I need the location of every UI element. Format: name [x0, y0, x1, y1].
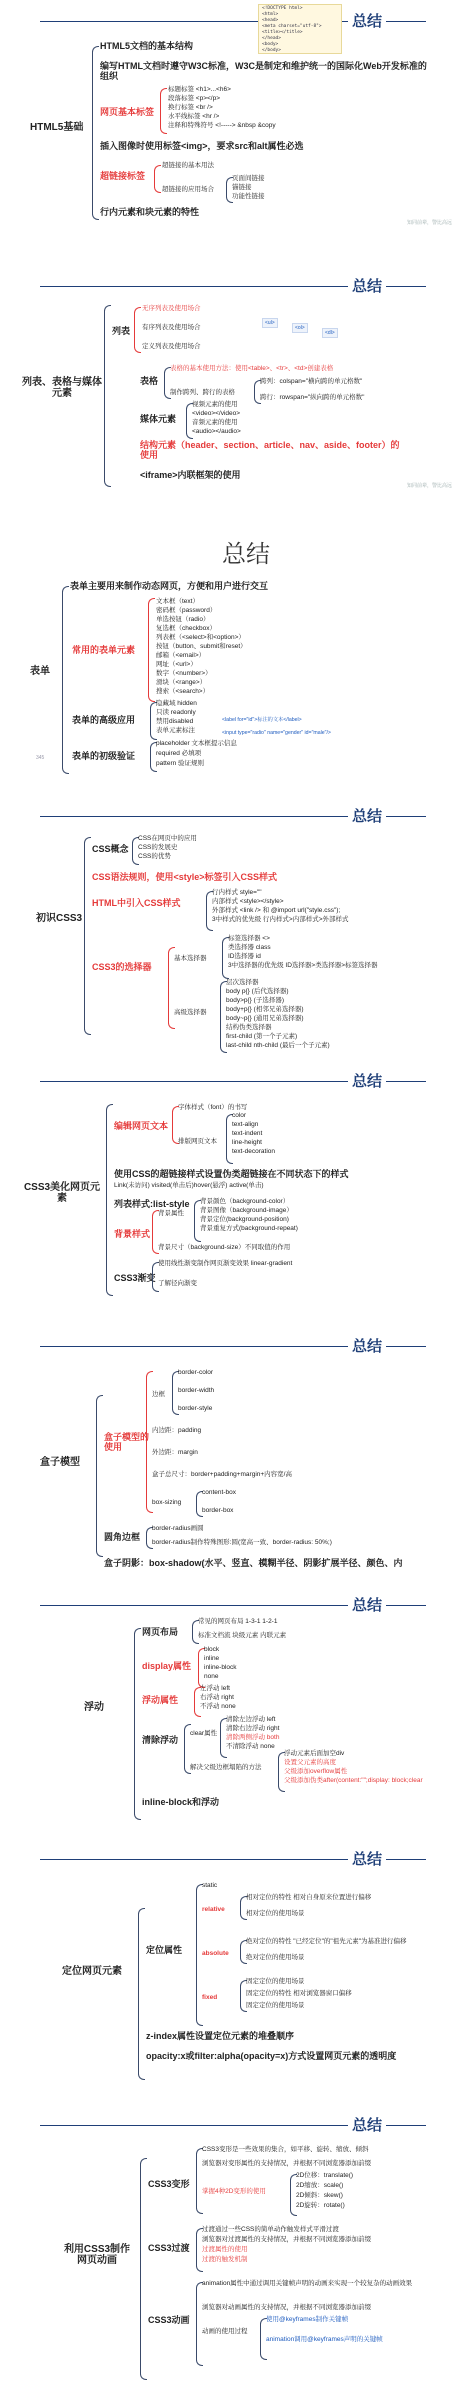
bracket — [138, 1908, 145, 2080]
animation-process: 动画的使用过程 — [202, 2328, 248, 2335]
val-item: pattern 验证规则 — [156, 760, 205, 767]
slide-forms — [0, 528, 474, 788]
border-prop: border-style — [178, 1405, 213, 1412]
form-element: 文本框（text） — [156, 598, 199, 605]
transform-fn: 2D倾斜：skew() — [296, 2192, 343, 2199]
link-usage-item: 锚链接 — [232, 184, 252, 191]
include-item: 外部样式 <link /> 和 @import url("style.css"); — [212, 907, 341, 914]
transform-support: 浏览器对变形属性的支持情况，并根据不同浏览器添加前缀 — [202, 2160, 371, 2167]
display-prop: display属性 — [142, 1661, 192, 1671]
section-title: 总结 — [348, 1848, 386, 1869]
border-prop: border-width — [178, 1387, 215, 1394]
include-item: 内部样式 <style></style> — [212, 898, 284, 905]
span-col: 跨列：colspan="横向跨的单元格数" — [260, 378, 363, 385]
bracket — [196, 2148, 203, 2214]
media-item: 视频元素的使用 — [192, 401, 238, 408]
footer-text: 知同前辈，警比高远 — [406, 220, 452, 226]
slide-box-model — [0, 1325, 474, 1580]
root-node: 初识CSS3 — [36, 913, 83, 924]
concept-item: CSS的发展史 — [138, 844, 178, 851]
adv-item: 禁用disabled — [156, 718, 194, 725]
adv-item: body>p{} (子选择器) — [226, 997, 284, 1004]
node-table: 表格 — [140, 376, 159, 386]
layout-prop: line-height — [232, 1139, 262, 1146]
pseudo-class: 使用CSS的超链接样式设置伪类超链接在不同状态下的样式 — [114, 1169, 349, 1179]
layout-prop: color — [232, 1112, 247, 1119]
snippet-line: <!DOCTYPE html> — [262, 6, 303, 11]
form-element: 搜索（<search>） — [156, 688, 210, 695]
box-border: 边框 — [152, 1391, 165, 1398]
pos-relative: relative — [202, 1906, 225, 1913]
bg-item: 背景重复方式(background-repeat) — [200, 1225, 298, 1232]
display-value: block — [204, 1646, 220, 1653]
float-value: 左浮动 left — [200, 1685, 230, 1692]
float-value: 不浮动 none — [200, 1703, 236, 1710]
adv-item: body p{} (后代选择器) — [226, 988, 289, 995]
input-code: <input type="radio" name="gender" id="male"/> — [222, 730, 331, 736]
adv-item: 表单元素标注 — [156, 727, 195, 734]
collapse-fix: 解决父级边框塌陷的方法 — [190, 1764, 262, 1771]
adv-item: 结构伪类选择器 — [226, 1024, 272, 1031]
box-padding: 内边距：padding — [152, 1427, 202, 1434]
font-style: 字体样式（font）的书写 — [178, 1104, 248, 1111]
node-hyperlink: 超链接标签 — [100, 171, 146, 181]
relative-item: 相对定位的特性 相对自身原来位置进行偏移 — [246, 1894, 372, 1901]
include-item: 3中样式的优先级 行内样式>内部样式>外部样式 — [212, 916, 349, 923]
footer-text: 知同前辈，警比高远 — [406, 483, 452, 489]
basic-item: 标签选择器 <> — [228, 935, 270, 942]
bg-style: 背景样式 — [114, 1229, 151, 1239]
transition-item: 过渡通过一些CSS的简单动作触发样式平滑过渡 — [202, 2226, 339, 2233]
css3-gradient: CSS3渐变 — [114, 1273, 156, 1283]
snippet-line: </body> — [262, 48, 281, 53]
snippet-line: <html> — [262, 12, 279, 17]
root-node: 浮动 — [84, 1702, 104, 1713]
adv-item: 隐藏域 hidden — [156, 700, 197, 707]
section-title: 总结 — [348, 1070, 386, 1091]
root-node: CSS3美化网页元素 — [23, 1182, 101, 1204]
section-header — [0, 10, 474, 30]
layout-item: 标准文档流 块级元素 内联元素 — [198, 1632, 287, 1639]
animation-step: 使用@keyframes制作关键帧 — [266, 2316, 349, 2323]
bracket — [134, 307, 141, 353]
bracket — [106, 1104, 113, 1296]
root-node: 盒子模型 — [40, 1457, 80, 1468]
form-validate: 表单的初级验证 — [72, 751, 136, 761]
form-intro: 表单主要用来制作动态网页，方便和用户进行交互 — [70, 581, 269, 591]
table-span: 制作跨列、跨行的表格 — [170, 389, 235, 396]
box-shadow: 盒子阴影：box-shadow(水平、竖直、模糊半径、阴影扩展半径、颜色、内 — [104, 1558, 403, 1568]
media-item: 音频元素的使用 — [192, 419, 238, 426]
radius-item: border-radius画圆 — [152, 1525, 204, 1532]
node-img: 插入图像时使用标签<img>，要求src和alt属性必选 — [100, 141, 304, 151]
snippet-line: <head> — [262, 18, 279, 23]
bracket — [92, 46, 99, 220]
node-w3c: 编写HTML文档时遵守W3C标准，W3C是制定和维护统一的国际化Web开发标准的组织 — [100, 61, 427, 81]
node-iframe: <iframe>内联框架的使用 — [140, 470, 241, 480]
transform-fn: 2D旋转：rotate() — [296, 2202, 345, 2209]
list-item: 定义列表及使用场合 — [142, 343, 201, 350]
form-element: 列表框（<select>和<option>） — [156, 634, 245, 641]
tag-item: 段落标签 <p></p> — [168, 95, 221, 102]
concept-item: CSS的优势 — [138, 853, 171, 860]
collapse-item: 父级添加伪类after(content:"";display: block;clear — [284, 1777, 423, 1784]
position-prop: 定位属性 — [146, 1945, 183, 1955]
link-usage-item: 功能性链接 — [232, 193, 265, 200]
root-node: 表单 — [30, 666, 50, 677]
snippet-line: <title></title> — [262, 30, 303, 35]
slide-list-table-media — [0, 265, 474, 495]
float-prop: 浮动属性 — [142, 1695, 179, 1705]
adv-item: last-child nth-child (最后一个子元素) — [226, 1042, 330, 1049]
box-sizing: box-sizing — [152, 1499, 182, 1506]
absolute-item: 绝对定位的特性 "已经定位"的"祖先元素"为基准进行偏移 — [246, 1938, 407, 1945]
node-doc-structure: HTML5文档的基本结构 — [100, 41, 193, 51]
inline-block-float: inline-block和浮动 — [142, 1797, 220, 1807]
val-item: placeholder 文本框提示信息 — [156, 740, 237, 747]
fixed-item: 固定定位的使用场景 — [246, 2002, 305, 2009]
adv-item: 只读 readonly — [156, 709, 196, 716]
form-element: 密码框（password） — [156, 607, 217, 614]
text-edit: 编辑网页文本 — [114, 1121, 169, 1131]
opacity: opacity:x或filter:alpha(opacity=x)方式设置网页元素的透明度 — [146, 2051, 397, 2061]
bg-item: 背景颜色（background-color） — [200, 1198, 290, 1205]
node-basic-tags: 网页基本标签 — [100, 107, 155, 117]
transform-fn: 2D缩放：scale() — [296, 2182, 344, 2189]
node-structure: 结构元素（header、section、article、nav、aside、footer）的使用 — [140, 440, 400, 460]
section-title: 总结 — [348, 275, 386, 296]
pseudo-states: Link(未访问) visited(单击后)hover(悬浮) active(单击) — [114, 1182, 264, 1189]
css3-animation: CSS3动画 — [148, 2315, 190, 2325]
media-item: <video></video> — [192, 410, 241, 417]
form-advanced: 表单的高级应用 — [72, 715, 136, 725]
media-item: <audio></audio> — [192, 428, 241, 435]
link-usage: 超链接的应用场合 — [162, 186, 214, 193]
section-header — [0, 1594, 474, 1614]
section-title: 总结 — [348, 10, 386, 31]
form-element: 数字（<number>） — [156, 670, 212, 677]
bracket — [104, 305, 111, 487]
css3-transition: CSS3过渡 — [148, 2243, 190, 2253]
form-element: 复选框（checkbox） — [156, 625, 216, 632]
node-media: 媒体元素 — [140, 414, 177, 424]
section-title: 总结 — [222, 540, 270, 568]
root-node: 列表、表格与媒体元素 — [22, 377, 102, 399]
bg-item: 背景定位(background-position) — [200, 1216, 289, 1223]
root-node: 定位网页元素 — [62, 1966, 122, 1977]
root-node: HTML5基础 — [30, 122, 84, 133]
radius-border: 圆角边框 — [104, 1532, 141, 1542]
fixed-item: 固定定位的使用场景 — [246, 1978, 305, 1985]
form-element: 网址（<url>） — [156, 661, 197, 668]
css3-transform: CSS3变形 — [148, 2179, 190, 2189]
bracket — [196, 2282, 203, 2366]
border-prop: border-color — [178, 1369, 214, 1376]
form-element: 单选按钮（radio） — [156, 616, 210, 623]
tag-item: 注释和特殊符号 <!-----> &nbsp &copy — [168, 122, 276, 129]
label-code: <label for="id">标注的文本</label> — [222, 717, 302, 723]
animation-desc: animation属性中通过调用关键帧声明的动画来实现一个较复杂的动画效果 — [202, 2280, 413, 2287]
collapse-item: 设置父元素的高度 — [284, 1759, 336, 1766]
snippet-line: </head> — [262, 36, 281, 41]
box-size: 盒子总尺寸：border+padding+margin+内容宽/高 — [152, 1471, 292, 1478]
slide-css3-styling — [0, 1060, 474, 1320]
val-item: required 必填项 — [156, 750, 202, 757]
bg-item: 背景图像（background-image） — [200, 1207, 293, 1214]
animation-support: 浏览器对动画属性的支持情况，并根据不同浏览器添加前缀 — [202, 2304, 371, 2311]
transition-item: 浏览器对过渡属性的支持情况，并根据不同浏览器添加前缀 — [202, 2236, 371, 2243]
bracket — [140, 2158, 147, 2380]
code-snippet-thumbnail — [258, 4, 342, 54]
clear-float: 清除浮动 — [142, 1735, 179, 1745]
slide-float — [0, 1584, 474, 1834]
css-selector: CSS3的选择器 — [92, 962, 152, 972]
section-title: 总结 — [348, 1335, 386, 1356]
link-basic: 超链接的基本用法 — [162, 162, 214, 169]
section-header — [0, 1070, 474, 1090]
bg-attr: 背景属性 — [158, 1210, 184, 1217]
snippet-line: <meta charset="utf-8"> — [262, 24, 322, 29]
adv-item: 层次选择器 — [226, 979, 259, 986]
pos-fixed: fixed — [202, 1994, 218, 2001]
fixed-item: 固定定位的特性 相对浏览器窗口偏移 — [246, 1990, 352, 1997]
bracket — [160, 88, 167, 134]
float-value: 右浮动 right — [200, 1694, 234, 1701]
bracket — [154, 165, 161, 193]
list-item: 无序列表及使用场合 — [142, 305, 201, 312]
form-element: 按钮（button、submit和reset） — [156, 643, 247, 650]
section-title: 总结 — [348, 805, 386, 826]
slide-css3-animation — [0, 2104, 474, 2397]
table-basic: 表格的基本使用方法：使用<table>、<tr>、<td>创建表格 — [170, 365, 334, 372]
bg-size: 背景尺寸（background-size）不同取值的作用 — [158, 1244, 291, 1251]
bracket — [148, 598, 155, 702]
slide-positioning — [0, 1838, 474, 2100]
node-inline-block: 行内元素和块元素的特性 — [100, 207, 200, 217]
transform-fn: 2D位移：translate() — [296, 2172, 354, 2179]
display-value: inline-block — [204, 1664, 237, 1671]
collapse-item: 浮动元素后面加空div — [284, 1750, 345, 1757]
text-layout: 排版网页文本 — [178, 1138, 217, 1145]
box-model-usage: 盒子模型的使用 — [104, 1432, 150, 1452]
clear-attr: clear属性 — [190, 1730, 218, 1737]
form-element: 邮箱（<email>） — [156, 652, 206, 659]
transition-item: 过渡的触发机制 — [202, 2256, 248, 2263]
section-header — [0, 1848, 474, 1868]
adv-item: body+p{} (相邻兄弟选择器) — [226, 1006, 304, 1013]
node-list: 列表 — [112, 326, 131, 336]
layout-item: 常见的网页布局 1-3-1 1-2-1 — [198, 1618, 278, 1625]
css-include: HTML中引入CSS样式 — [92, 898, 181, 908]
mini-tag: <ol> — [292, 323, 308, 333]
link-usage-item: 页面间链接 — [232, 175, 265, 182]
section-header — [0, 2114, 474, 2134]
slide-html5-basics — [0, 0, 474, 232]
form-common: 常用的表单元素 — [72, 645, 136, 655]
absolute-item: 绝对定位的使用场景 — [246, 1954, 305, 1961]
basic-item: 3中选择器的优先级 ID选择器>类选择器>标签选择器 — [228, 962, 378, 969]
collapse-item: 父级添加overflow属性 — [284, 1768, 348, 1775]
section-header — [0, 1335, 474, 1355]
layout-prop: text-decoration — [232, 1148, 275, 1155]
transform-2d: 掌握4种2D变形的使用 — [202, 2188, 266, 2195]
slide-css3-intro — [0, 795, 474, 1053]
bracket — [62, 586, 69, 774]
transform-desc: CSS3变形是一些效果的集合，如平移、旋转、缩放、倾斜 — [202, 2146, 369, 2153]
grad-linear: 使用线性渐变制作网页渐变效果 linear-gradient — [158, 1260, 293, 1267]
form-element: 滑块（<range>） — [156, 679, 207, 686]
include-item: 行内样式 style="" — [212, 889, 262, 896]
sizing-value: border-box — [202, 1507, 234, 1514]
pos-absolute: absolute — [202, 1950, 229, 1957]
radius-item: border-radius制作特殊图形:圆(宽高一致、border-radius: 50%;) — [152, 1539, 332, 1546]
page-number: 345 — [36, 755, 45, 761]
bracket — [134, 1628, 141, 1820]
basic-item: ID选择器 id — [228, 953, 261, 960]
tag-item: 水平线标签 <hr /> — [168, 113, 220, 120]
css-syntax: CSS语法规则，使用<style>标签引入CSS样式 — [92, 872, 278, 882]
span-row: 跨行：rowspan="纵向跨的单元格数" — [260, 394, 365, 401]
concept-item: CSS在网页中的应用 — [138, 835, 197, 842]
basic-item: 类选择器 class — [228, 944, 271, 951]
page-layout: 网页布局 — [142, 1627, 179, 1637]
tag-item: 标题标签 <h1>...<h6> — [168, 86, 231, 93]
display-value: none — [204, 1673, 219, 1680]
box-margin: 外边距：margin — [152, 1449, 198, 1456]
adv-selector: 高级选择器 — [174, 1009, 207, 1016]
snippet-line: <body> — [262, 42, 279, 47]
section-header — [0, 275, 474, 295]
mini-tag: <ul> — [262, 318, 278, 328]
display-value: inline — [204, 1655, 220, 1662]
pos-static: static — [202, 1882, 218, 1889]
adv-item: first-child (第一个子元素) — [226, 1033, 298, 1040]
section-title: 总结 — [348, 2114, 386, 2135]
clear-value: 清除右边浮动 right — [226, 1725, 280, 1732]
z-index: z-index属性设置定位元素的堆叠顺序 — [146, 2031, 295, 2041]
tag-item: 换行标签 <br /> — [168, 104, 213, 111]
relative-item: 相对定位的使用场景 — [246, 1910, 305, 1917]
root-node: 利用CSS3制作网页动画 — [63, 2244, 131, 2266]
section-header — [0, 805, 474, 825]
clear-value: 不清除浮动 none — [226, 1743, 275, 1750]
bracket — [96, 1395, 103, 1557]
list-style: 列表样式:list-style — [114, 1199, 190, 1209]
section-title: 总结 — [348, 1594, 386, 1615]
layout-prop: text-indent — [232, 1130, 263, 1137]
css-concept: CSS概念 — [92, 844, 129, 854]
layout-prop: text-align — [232, 1121, 259, 1128]
clear-value: 清除两侧浮动 both — [226, 1734, 280, 1741]
animation-step: animation调用@keyframes声明的关键帧 — [266, 2336, 383, 2343]
grad-radial: 了解径向渐变 — [158, 1280, 197, 1287]
bracket — [84, 837, 91, 1035]
basic-selector: 基本选择器 — [174, 955, 207, 962]
list-item: 有序列表及使用场合 — [142, 324, 201, 331]
adv-item: body~p{} (通用兄弟选择器) — [226, 1015, 304, 1022]
transition-item: 过渡属性的使用 — [202, 2246, 248, 2253]
mini-tag: <dl> — [322, 328, 338, 338]
sizing-value: content-box — [202, 1489, 236, 1496]
clear-value: 清除左边浮动 left — [226, 1716, 276, 1723]
